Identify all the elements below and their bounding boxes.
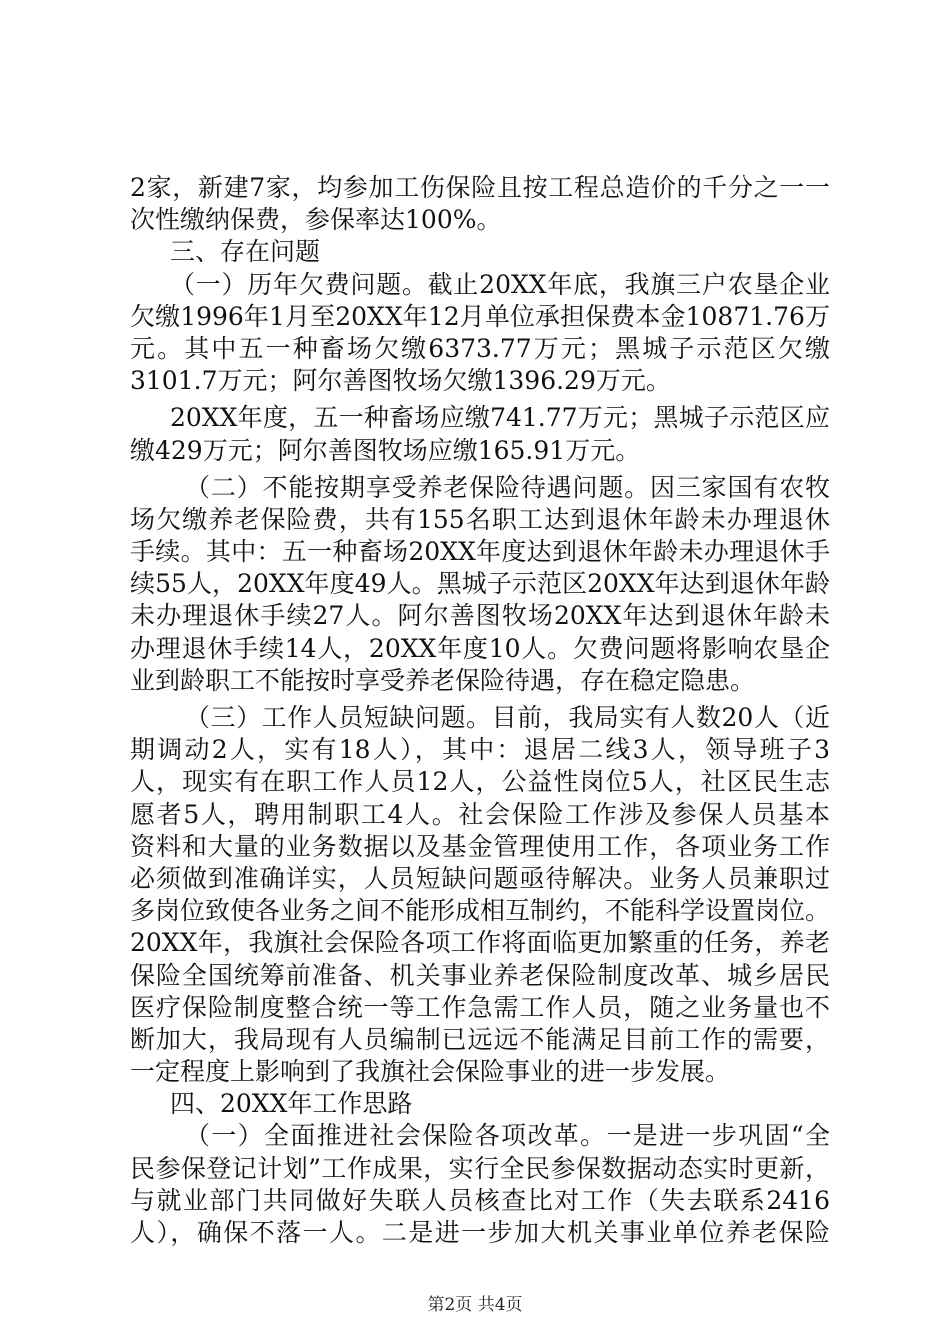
paragraph-line: （一）历年欠费问题。截止20XX年底，我旗三户农垦企业 — [170, 269, 830, 299]
paragraph-line: （二）不能按期享受养老保险待遇问题。因三家国有农牧 — [185, 472, 830, 502]
paragraph-line: 续55人，20XX年度49人。黑城子示范区20XX年达到退休年龄 — [130, 569, 830, 599]
paragraph-line: 场欠缴养老保险费，共有155名职工达到退休年龄未办理退休 — [130, 504, 830, 534]
paragraph-line: 办理退休手续14人，20XX年度10人。欠费问题将影响农垦企 — [130, 633, 830, 663]
paragraph-line: 民参保登记计划”工作成果，实行全民参保数据动态实时更新， — [130, 1153, 830, 1183]
paragraph-line: 欠缴1996年1月至20XX年12月单位承担保费本金10871.76万 — [130, 301, 830, 331]
paragraph-line: 业到龄职工不能按时享受养老保险待遇，存在稳定隐患。 — [130, 665, 756, 695]
paragraph-line: 元。其中五一种畜场欠缴6373.77万元；黑城子示范区欠缴 — [130, 333, 830, 363]
paragraph-line: 手续。其中：五一种畜场20XX年度达到退休年龄未办理退休手 — [130, 537, 830, 567]
paragraph-line: （三）工作人员短缺问题。目前，我局实有人数20人（近 — [185, 703, 830, 732]
paragraph-line: 缴429万元；阿尔善图牧场应缴165.91万元。 — [130, 435, 641, 465]
paragraph-line: 3101.7万元；阿尔善图牧场欠缴1396.29万元。 — [130, 366, 671, 396]
paragraph-line: 20XX年，我旗社会保险各项工作将面临更加繁重的任务，养老 — [130, 928, 830, 958]
paragraph-line: 2家，新建7家，均参加工伤保险且按工程总造价的千分之一一 — [130, 173, 830, 202]
paragraph-line: 愿者5人，聘用制职工4人。社会保险工作涉及参保人员基本 — [130, 799, 830, 829]
paragraph-line: 资料和大量的业务数据以及基金管理使用工作，各项业务工作 — [130, 831, 830, 861]
paragraph-line: 次性缴纳保费，参保率达100%。 — [130, 205, 502, 235]
paragraph-line: 20XX年度，五一种畜场应缴741.77万元；黑城子示范区应 — [170, 403, 830, 433]
paragraph-line: 多岗位致使各业务之间不能形成相互制约，不能科学设置岗位。 — [130, 896, 830, 926]
paragraph-line: 未办理退休手续27人。阿尔善图牧场20XX年达到退休年龄未 — [130, 601, 830, 631]
paragraph-line: 一定程度上影响到了我旗社会保险事业的进一步发展。 — [130, 1057, 731, 1087]
paragraph-line: 保险全国统筹前准备、机关事业养老保险制度改革、城乡居民 — [130, 960, 830, 990]
paragraph-line: 期调动2人，实有18人），其中：退居二线3人，领导班子3 — [130, 735, 830, 765]
paragraph-line: 必须做到准确详实，人员短缺问题亟待解决。业务人员兼职过 — [130, 863, 830, 893]
section-heading: 四、20XX年工作思路 — [170, 1089, 413, 1119]
paragraph-line: 断加大，我局现有人员编制已远远不能满足目前工作的需要， — [130, 1024, 830, 1054]
paragraph-line: 人，现实有在职工作人员12人，公益性岗位5人，社区民生志 — [130, 767, 830, 797]
paragraph-line: 医疗保险制度整合统一等工作急需工作人员，随之业务量也不 — [130, 992, 830, 1022]
paragraph-line: 与就业部门共同做好失联人员核查比对工作（失去联系2416 — [130, 1185, 830, 1215]
paragraph-line: （一）全面推进社会保险各项改革。一是进一步巩固“全 — [185, 1121, 830, 1151]
section-heading: 三、存在问题 — [170, 237, 321, 267]
paragraph-line: 人），确保不落一人。二是进一步加大机关事业单位养老保险 — [130, 1218, 830, 1247]
document-body — [130, 172, 830, 1249]
page-number-footer: 第2页 共4页 — [427, 1295, 523, 1315]
